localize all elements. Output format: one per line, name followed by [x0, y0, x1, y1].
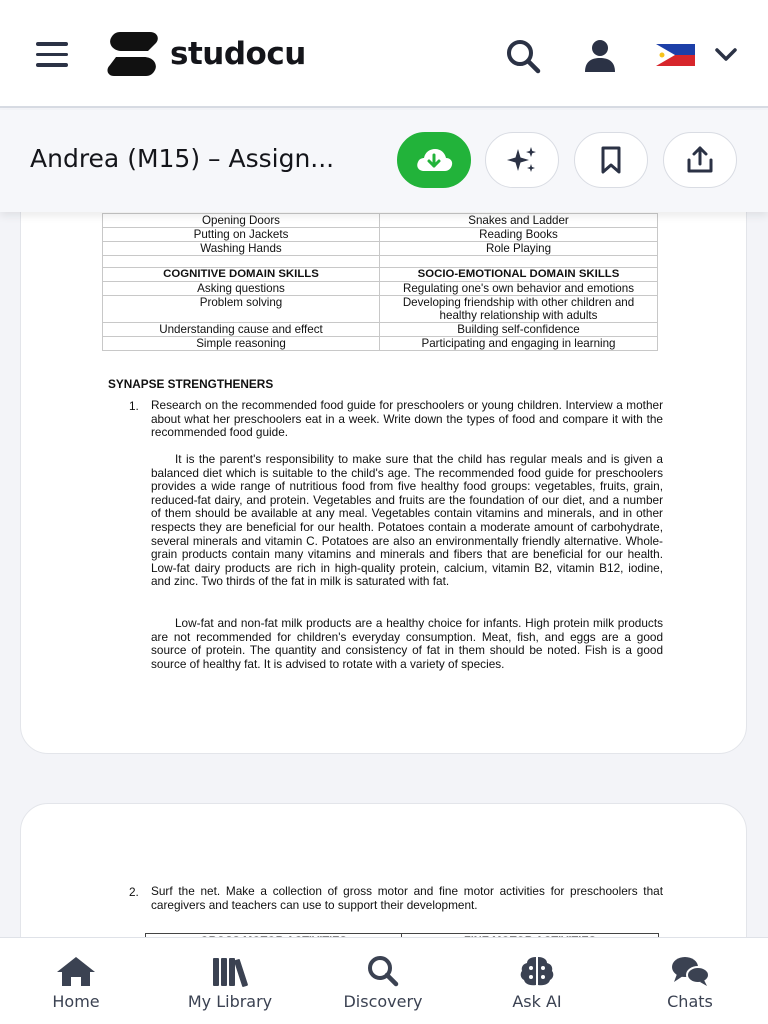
- table-cell: Role Playing: [380, 242, 658, 256]
- home-icon: [55, 954, 97, 988]
- bottom-navigation: [0, 937, 768, 1024]
- item-number: 1.: [129, 399, 139, 413]
- table-cell: [103, 256, 380, 268]
- nav-home[interactable]: [1, 938, 151, 1024]
- section-heading: SYNAPSE STRENGTHENERS: [108, 377, 274, 391]
- table-cell: Understanding cause and effect: [103, 323, 380, 337]
- skills-table: [102, 213, 658, 351]
- table-cell: Snakes and Ladder: [380, 214, 658, 228]
- item-text: Surf the net. Make a collection of gross motor and fine motor activities for preschoolers that caregivers and teachers can use to support their development.: [151, 884, 663, 912]
- table-header-row: [103, 268, 658, 282]
- table-row: [103, 282, 658, 296]
- table-cell: Building self-confidence: [380, 323, 658, 337]
- table-cell: Reading Books: [380, 228, 658, 242]
- share-button[interactable]: [663, 132, 737, 188]
- nav-ask-ai[interactable]: [462, 938, 612, 1024]
- document-page: [20, 150, 747, 754]
- table-cell: Problem solving: [103, 296, 380, 323]
- table-cell: Opening Doors: [103, 214, 380, 228]
- chat-icon: [669, 954, 711, 988]
- nav-label: Ask AI: [512, 992, 562, 1011]
- table-cell: Simple reasoning: [103, 337, 380, 351]
- nav-discovery[interactable]: [308, 938, 458, 1024]
- nav-label: Chats: [667, 992, 713, 1011]
- studocu-logo[interactable]: [104, 30, 306, 78]
- table-row: [103, 296, 658, 323]
- table-header-cell: COGNITIVE DOMAIN SKILLS: [103, 268, 380, 282]
- table-cell: Putting on Jackets: [103, 228, 380, 242]
- table-cell: Washing Hands: [103, 242, 380, 256]
- table-cell: Developing friendship with other children and healthy relationship with adults: [380, 296, 658, 323]
- document-title: Andrea (M15) – Assign...: [30, 144, 335, 173]
- table-row: [103, 242, 658, 256]
- body-paragraph: It is the parent's responsibility to make sure that the child has regular meals and is given a balanced diet which is suitable to the child's age. The recommended food guide for preschoolers provides a wide range of nutritious food from five healthy food groups: vegetables, fruits, grain, reduced-fat dairy, and protein. Vegetables and fruits are the foundation of our diet, and a number of them should be available at any meal. Vegetables contain vitamins and minerals, and in other respects they are beneficial for our health. Potatoes contain a moderate amount of carbohydrate, several minerals and vitamin C. Potatoes are also an environmentally friendly alternative. Whole-grain products contain many vitamins and minerals and fibers that are beneficial for our health. Low-fat dairy products are rich in high-quality protein, calcium, vitamin B2, vitamin B12, iodine, and zinc. Two thirds of the fat in milk is saturated with fat.: [151, 452, 663, 589]
- ask-ai-button[interactable]: [485, 132, 559, 188]
- table-row: [103, 337, 658, 351]
- search-icon[interactable]: [503, 36, 543, 76]
- brain-icon: [516, 954, 558, 988]
- table-cell: Regulating one's own behavior and emotions: [380, 282, 658, 296]
- body-paragraph: Low-fat and non-fat milk products are a healthy choice for infants. High protein milk products are not recommended for children's everyday consumption. Meat, fish, and eggs are a good source of protein. The quantity and consistency of fat in them should be noted. Fish is a good source of healthy fat. It is advised to rotate with a variety of species.: [151, 616, 663, 671]
- table-row: [103, 323, 658, 337]
- menu-icon[interactable]: [36, 42, 70, 68]
- nav-label: Home: [52, 992, 100, 1011]
- nav-chats[interactable]: [615, 938, 765, 1024]
- document-title-bar: [0, 110, 768, 212]
- nav-my-library[interactable]: [155, 938, 305, 1024]
- item-number: 2.: [129, 885, 139, 899]
- top-app-bar: [0, 0, 768, 108]
- nav-label: Discovery: [343, 992, 423, 1011]
- logo-text: studocu: [170, 36, 306, 72]
- user-icon[interactable]: [580, 36, 620, 76]
- search-icon: [362, 954, 404, 988]
- share-icon: [685, 145, 715, 175]
- table-row-spacer: [103, 256, 658, 268]
- chevron-down-icon[interactable]: [712, 42, 740, 66]
- download-button[interactable]: [397, 132, 471, 188]
- table-row: [103, 228, 658, 242]
- download-icon: [414, 145, 454, 175]
- table-row: [103, 214, 658, 228]
- library-icon: [209, 954, 251, 988]
- bookmark-icon: [598, 145, 624, 175]
- table-header-cell: SOCIO-EMOTIONAL DOMAIN SKILLS: [380, 268, 658, 282]
- table-cell: Participating and engaging in learning: [380, 337, 658, 351]
- studocu-logo-mark: [104, 30, 162, 78]
- nav-label: My Library: [187, 992, 273, 1011]
- sparkle-ai-icon: [505, 145, 539, 175]
- bookmark-button[interactable]: [574, 132, 648, 188]
- table-cell: Asking questions: [103, 282, 380, 296]
- table-cell: [380, 256, 658, 268]
- philippines-flag-icon[interactable]: [656, 44, 695, 66]
- item-text: Research on the recommended food guide for preschoolers or young children. Interview a mother about what her preschoolers eat in a week. Write down the types of food and compare it with the recommended food guide.: [151, 398, 663, 440]
